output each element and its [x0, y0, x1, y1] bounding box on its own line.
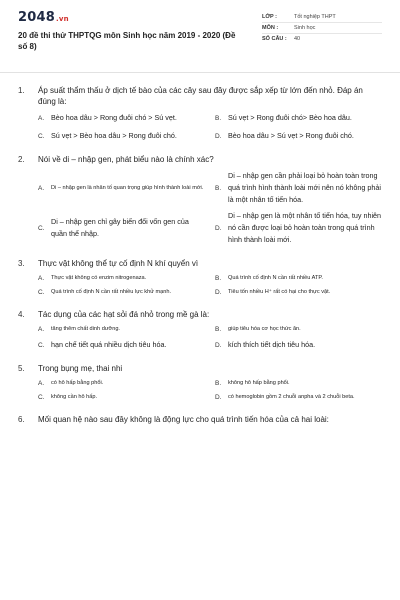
header-left	[18, 10, 243, 52]
logo-tld: .vn	[55, 15, 69, 23]
meta-key: LỚP :	[262, 13, 277, 20]
option-text: Thực vật không có enzim nitrogenaza.	[51, 275, 147, 281]
option-text: Sú vẹt > Rong đuôi chó> Bèo hoa dâu.	[228, 113, 352, 122]
option-letter: B.	[215, 184, 222, 192]
option-letter: C.	[38, 289, 45, 296]
option-text: Bèo hoa dâu > Sú vẹt > Rong đuôi chó.	[228, 131, 354, 140]
option-c[interactable]	[38, 339, 205, 351]
answer-options	[38, 170, 382, 246]
question-number: 6.	[18, 415, 25, 424]
option-text: có hemoglobin gồm 2 chuỗi anpha và 2 chuỗi beta.	[228, 394, 355, 400]
question-text: Thực vật không thể tự cố định N khí quyển vì	[38, 259, 199, 268]
option-c[interactable]	[38, 288, 205, 297]
option-letter: B.	[215, 114, 222, 122]
question-number: 2.	[18, 155, 25, 164]
option-a[interactable]	[38, 170, 205, 206]
option-b[interactable]	[215, 325, 382, 334]
option-d[interactable]	[215, 288, 382, 297]
exam-meta	[262, 12, 382, 45]
option-d[interactable]	[215, 210, 382, 246]
option-letter: D.	[215, 341, 222, 349]
meta-row-class	[262, 12, 382, 23]
answer-options	[38, 112, 382, 142]
question-5	[18, 363, 382, 402]
question-text: Nói về di – nhập gen, phát biểu nào là chính xác?	[38, 155, 214, 164]
meta-value: 40	[294, 35, 301, 42]
option-letter: C.	[38, 341, 45, 349]
header-divider	[0, 72, 400, 73]
meta-row-subject	[262, 23, 382, 34]
option-text: Di – nhập gen là một nhân tố tiến hóa, tuy nhiên nó cần được loại bỏ hoàn toàn trong quá trình hình thành loài mới.	[228, 211, 382, 244]
question-2	[18, 154, 382, 246]
option-text: giúp tiêu hóa cơ học thức ăn.	[228, 326, 301, 332]
option-text: Quá trình cố định N cần rất nhiều lực khử mạnh.	[51, 289, 172, 295]
option-text: hạn chế tiết quá nhiều dịch tiêu hóa.	[51, 340, 167, 349]
option-a[interactable]	[38, 325, 205, 334]
option-text: có hô hấp bằng phổi.	[51, 380, 104, 386]
option-d[interactable]	[215, 339, 382, 351]
meta-row-count	[262, 34, 382, 44]
option-text: Di – nhập gen chỉ gây biến đổi vốn gen của quần thể nhập.	[51, 217, 189, 238]
logo-text: 2048	[18, 10, 55, 25]
question-4	[18, 309, 382, 351]
question-text: Trong bụng mẹ, thai nhi	[38, 364, 123, 373]
option-text: không cần hô hấp.	[51, 394, 98, 400]
option-letter: C.	[38, 394, 45, 401]
option-text: Quá trình cố định N cần rất nhiều ATP.	[228, 275, 323, 281]
question-text: Tác dụng của các hạt sỏi đá nhỏ trong mề gà là:	[38, 310, 210, 319]
option-letter: A.	[38, 380, 45, 387]
option-letter: A.	[38, 184, 45, 192]
option-text: không hô hấp bằng phổi.	[228, 380, 290, 386]
option-b[interactable]	[215, 379, 382, 388]
answer-options	[38, 379, 382, 402]
option-b[interactable]	[215, 112, 382, 124]
question-text: Mối quan hệ nào sau đây không là động lực cho quá trình tiến hóa của cả hai loài:	[38, 415, 329, 424]
document-header	[18, 10, 382, 64]
meta-value: Sinh học	[294, 24, 316, 31]
option-a[interactable]	[38, 112, 205, 124]
option-b[interactable]	[215, 170, 382, 206]
option-text: kích thích tiết dịch tiêu hóa.	[228, 340, 316, 349]
option-letter: D.	[215, 132, 222, 140]
answer-options	[38, 325, 382, 351]
option-text: Di – nhập gen là nhân tố quan trọng giúp hình thành loài mới.	[51, 184, 204, 191]
option-a[interactable]	[38, 274, 205, 283]
meta-value: Tốt nghiệp THPT	[294, 13, 336, 20]
question-number: 4.	[18, 310, 25, 319]
site-logo[interactable]	[18, 10, 243, 27]
option-c[interactable]	[38, 130, 205, 142]
option-letter: B.	[215, 326, 222, 333]
option-text: Di – nhập gen cần phải loại bỏ hoàn toàn trong quá trình hình thành loài mới nên nó không phải là một nhân tố tiến hóa.	[228, 171, 381, 204]
option-a[interactable]	[38, 379, 205, 388]
option-text: Bèo hoa dâu > Rong đuôi chó > Sú vẹt.	[51, 113, 177, 122]
option-letter: A.	[38, 114, 45, 122]
option-c[interactable]	[38, 210, 205, 246]
meta-key: MÔN :	[262, 24, 279, 31]
option-letter: C.	[38, 132, 45, 140]
answer-options	[38, 274, 382, 297]
option-letter: A.	[38, 326, 45, 333]
option-text: Tiêu tốn nhiều H⁺ rất có hại cho thực vật.	[228, 289, 331, 295]
option-letter: D.	[215, 224, 222, 232]
option-letter: D.	[215, 289, 222, 296]
option-letter: B.	[215, 275, 222, 282]
option-d[interactable]	[215, 393, 382, 402]
option-text: Sú vẹt > Bèo hoa dâu > Rong đuôi chó.	[51, 131, 177, 140]
question-number: 5.	[18, 364, 25, 373]
option-letter: D.	[215, 394, 222, 401]
option-d[interactable]	[215, 130, 382, 142]
option-c[interactable]	[38, 393, 205, 402]
option-text: tăng thêm chất dinh dưỡng.	[51, 326, 120, 332]
question-text: Áp suất thẩm thấu ở dịch tế bào của các cây sau đây được sắp xếp từ lớn đến nhỏ. Đáp án đúng là:	[38, 86, 363, 106]
option-letter: C.	[38, 224, 45, 232]
question-1	[18, 85, 382, 142]
question-6	[18, 414, 382, 425]
question-number: 3.	[18, 259, 25, 268]
exam-title: 20 đề thi thử THPTQG môn Sinh học năm 2019 - 2020 (Đề số 8)	[18, 31, 236, 51]
option-b[interactable]	[215, 274, 382, 283]
meta-key: SỐ CÂU :	[262, 35, 287, 42]
option-letter: A.	[38, 275, 45, 282]
option-letter: B.	[215, 380, 222, 387]
question-number: 1.	[18, 86, 25, 95]
question-3	[18, 258, 382, 297]
